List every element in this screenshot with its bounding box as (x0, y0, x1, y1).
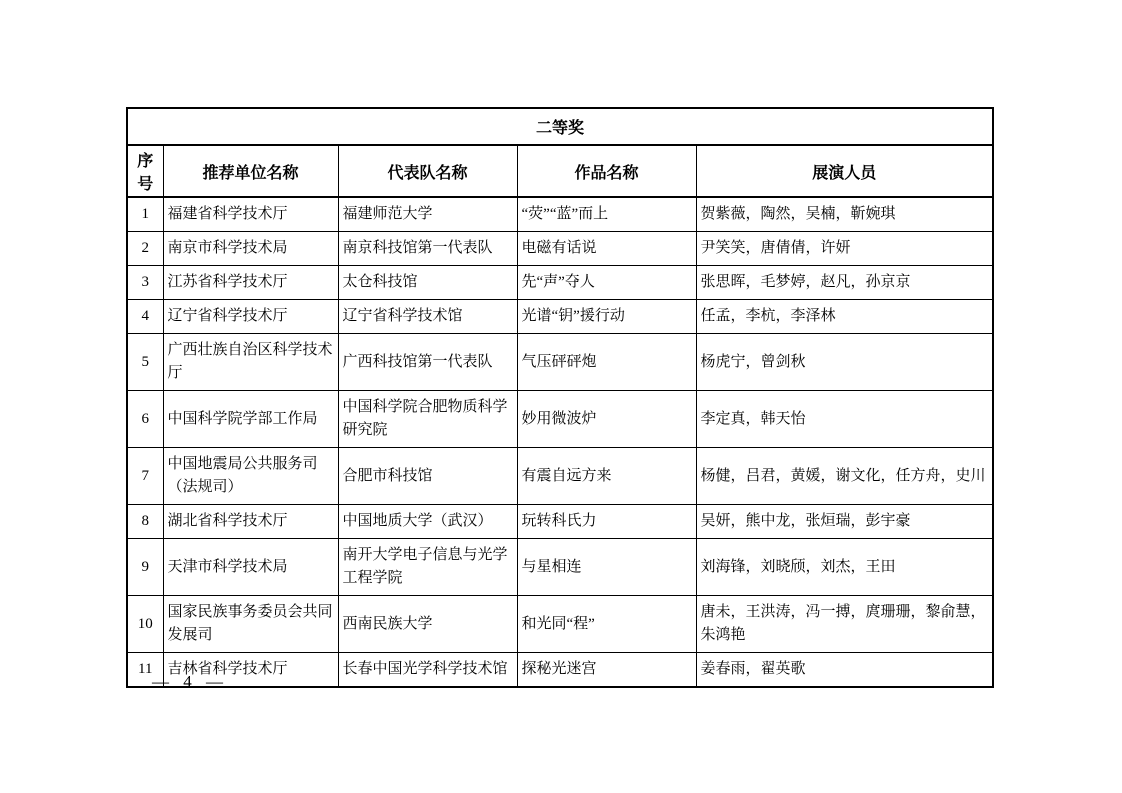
table-row (127, 266, 993, 300)
column-header-performers: 展演人员 (696, 145, 993, 197)
table-body (127, 197, 993, 687)
cell-index: 3 (127, 266, 163, 300)
table-row (127, 596, 993, 653)
page-number: — 4 — (152, 672, 223, 691)
cell-performers: 姜春雨，翟英歌 (696, 653, 993, 688)
table-row (127, 448, 993, 505)
cell-unit: 广西壮族自治区科学技术厅 (163, 334, 338, 391)
cell-performers: 吴妍，熊中龙，张烜瑞，彭宇豪 (696, 505, 993, 539)
cell-performers: 杨健，吕君，黄媛，谢文化，任方舟，史川 (696, 448, 993, 505)
table-row (127, 505, 993, 539)
cell-work: “荧”“蓝”而上 (517, 197, 696, 232)
column-header-team: 代表队名称 (338, 145, 517, 197)
cell-index: 10 (127, 596, 163, 653)
cell-performers: 任孟，李杭，李泽林 (696, 300, 993, 334)
table-row (127, 334, 993, 391)
table-row (127, 539, 993, 596)
cell-index: 11 (127, 653, 163, 688)
cell-work: 玩转科氏力 (517, 505, 696, 539)
cell-performers: 张思晖，毛梦婷，赵凡，孙京京 (696, 266, 993, 300)
table-row (127, 391, 993, 448)
cell-index: 8 (127, 505, 163, 539)
cell-team: 长春中国光学科学技术馆 (338, 653, 517, 688)
cell-unit: 湖北省科学技术厅 (163, 505, 338, 539)
award-table (126, 107, 994, 688)
cell-index: 1 (127, 197, 163, 232)
table-title-row (127, 108, 993, 145)
column-header-unit: 推荐单位名称 (163, 145, 338, 197)
cell-performers: 贺紫薇，陶然，吴楠，靳婉琪 (696, 197, 993, 232)
cell-unit: 中国地震局公共服务司（法规司） (163, 448, 338, 505)
cell-unit: 中国科学院学部工作局 (163, 391, 338, 448)
cell-work: 妙用微波炉 (517, 391, 696, 448)
column-header-work: 作品名称 (517, 145, 696, 197)
cell-unit: 江苏省科学技术厅 (163, 266, 338, 300)
cell-team: 广西科技馆第一代表队 (338, 334, 517, 391)
column-header-index: 序号 (127, 145, 163, 197)
cell-unit: 吉林省科学技术厅 (163, 653, 338, 688)
cell-index: 7 (127, 448, 163, 505)
cell-unit: 南京市科学技术局 (163, 232, 338, 266)
cell-work: 先“声”夺人 (517, 266, 696, 300)
table-row (127, 197, 993, 232)
table-row (127, 653, 993, 688)
table-row (127, 300, 993, 334)
cell-unit: 福建省科学技术厅 (163, 197, 338, 232)
cell-team: 太仓科技馆 (338, 266, 517, 300)
cell-index: 5 (127, 334, 163, 391)
cell-team: 福建师范大学 (338, 197, 517, 232)
cell-index: 6 (127, 391, 163, 448)
cell-team: 中国地质大学（武汉） (338, 505, 517, 539)
cell-team: 合肥市科技馆 (338, 448, 517, 505)
cell-team: 南开大学电子信息与光学工程学院 (338, 539, 517, 596)
cell-index: 9 (127, 539, 163, 596)
cell-work: 与星相连 (517, 539, 696, 596)
cell-performers: 刘海锋，刘晓颀，刘杰，王田 (696, 539, 993, 596)
cell-work: 探秘光迷宫 (517, 653, 696, 688)
cell-work: 电磁有话说 (517, 232, 696, 266)
table-row (127, 232, 993, 266)
cell-work: 有震自远方来 (517, 448, 696, 505)
cell-work: 和光同“程” (517, 596, 696, 653)
cell-unit: 国家民族事务委员会共同发展司 (163, 596, 338, 653)
cell-performers: 尹笑笑，唐倩倩，许妍 (696, 232, 993, 266)
table-header-row (127, 145, 993, 197)
cell-performers: 唐未，王洪涛，冯一搏，庹珊珊，黎俞慧，朱鸿艳 (696, 596, 993, 653)
cell-performers: 杨虎宁，曾剑秋 (696, 334, 993, 391)
cell-team: 西南民族大学 (338, 596, 517, 653)
cell-index: 2 (127, 232, 163, 266)
cell-work: 光谱“钥”援行动 (517, 300, 696, 334)
table-title: 二等奖 (127, 108, 993, 145)
cell-unit: 天津市科学技术局 (163, 539, 338, 596)
cell-work: 气压砰砰炮 (517, 334, 696, 391)
cell-unit: 辽宁省科学技术厅 (163, 300, 338, 334)
cell-index: 4 (127, 300, 163, 334)
cell-team: 中国科学院合肥物质科学研究院 (338, 391, 517, 448)
cell-team: 辽宁省科学技术馆 (338, 300, 517, 334)
cell-performers: 李定真，韩天怡 (696, 391, 993, 448)
cell-team: 南京科技馆第一代表队 (338, 232, 517, 266)
